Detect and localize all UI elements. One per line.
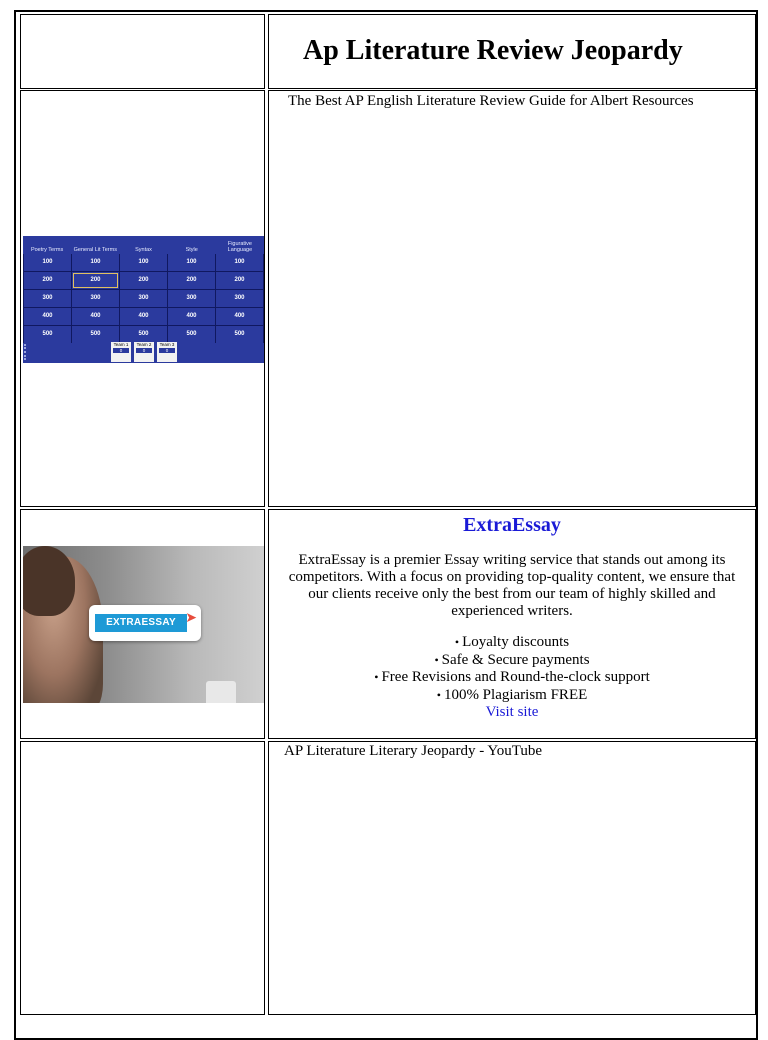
thumbnail-cell xyxy=(20,90,265,507)
board-value: 300 xyxy=(72,290,119,307)
board-value: 100 xyxy=(120,254,167,271)
board-value: 300 xyxy=(24,290,71,307)
ad-text-cell xyxy=(268,509,756,739)
ad-image-cell xyxy=(20,509,265,739)
hair-shape xyxy=(23,546,75,616)
board-value: 400 xyxy=(72,308,119,325)
jeopardy-board-image[interactable] xyxy=(23,236,264,363)
board-value: 200 xyxy=(216,272,263,289)
logo-text: EXTRAESSAY xyxy=(95,614,187,632)
board-value: 300 xyxy=(216,290,263,307)
board-value: 400 xyxy=(24,308,71,325)
board-value: 500 xyxy=(120,326,167,343)
feature-item: • 100% Plagiarism FREE xyxy=(269,687,755,705)
feature-item: • Free Revisions and Round-the-clock support xyxy=(269,669,755,687)
board-value: 500 xyxy=(24,326,71,343)
board-category: Style xyxy=(185,247,198,253)
board-value: 400 xyxy=(168,308,215,325)
ad-description: ExtraEssay is a premier Essay writing service that stands out among its competitors. With a focus on providing top-quality content, we ensure that our clients receive only the best from our team of highly skilled and experienced writers. xyxy=(288,552,736,619)
feature-item: • Loyalty discounts xyxy=(269,634,755,652)
board-category: Poetry Terms xyxy=(30,247,64,253)
board-value: 300 xyxy=(168,290,215,307)
board-grid xyxy=(23,254,264,343)
board-value: 100 xyxy=(216,254,263,271)
result-text-cell xyxy=(268,741,756,1015)
result-link-1[interactable]: The Best AP English Literature Review Guide for Albert Resources xyxy=(288,93,694,109)
board-category: General Lit Terms xyxy=(73,247,117,253)
ad-photo[interactable] xyxy=(23,546,264,703)
header-right-cell xyxy=(268,14,756,89)
board-value: 200 xyxy=(168,272,215,289)
board-value-selected: 200 xyxy=(72,272,119,289)
board-value: 500 xyxy=(168,326,215,343)
page-title: Ap Literature Review Jeopardy xyxy=(303,35,683,66)
board-value: 500 xyxy=(72,326,119,343)
cup-shape xyxy=(206,681,236,703)
board-value: 400 xyxy=(120,308,167,325)
board-value: 100 xyxy=(24,254,71,271)
board-category: Syntax xyxy=(135,247,152,253)
visit-site-link[interactable]: Visit site xyxy=(485,704,539,720)
team-card: Team 1 0 xyxy=(111,342,131,362)
result-text-cell xyxy=(268,90,756,507)
team-card: Team 2 0 xyxy=(134,342,154,362)
thumbnail-cell-empty xyxy=(20,741,265,1015)
result-link-2[interactable]: AP Literature Literary Jeopardy - YouTube xyxy=(284,743,543,759)
page xyxy=(14,10,758,1040)
rocket-icon: ➤ xyxy=(185,611,197,626)
board-category: Figurative Language xyxy=(227,241,253,253)
board-value: 200 xyxy=(120,272,167,289)
board-value: 400 xyxy=(216,308,263,325)
board-side-dots xyxy=(24,344,30,360)
extraessay-logo-badge xyxy=(89,605,201,641)
board-value: 500 xyxy=(216,326,263,343)
board-value: 100 xyxy=(72,254,119,271)
feature-item: • Safe & Secure payments xyxy=(269,652,755,670)
board-value: 100 xyxy=(168,254,215,271)
team-card: Team 3 0 xyxy=(157,342,177,362)
ad-brand-link[interactable]: ExtraEssay xyxy=(463,514,561,536)
board-value: 300 xyxy=(120,290,167,307)
header-left-cell xyxy=(20,14,265,89)
board-category-header xyxy=(23,236,264,254)
board-teams xyxy=(111,342,177,362)
ad-features-list xyxy=(269,634,755,704)
board-value: 200 xyxy=(24,272,71,289)
